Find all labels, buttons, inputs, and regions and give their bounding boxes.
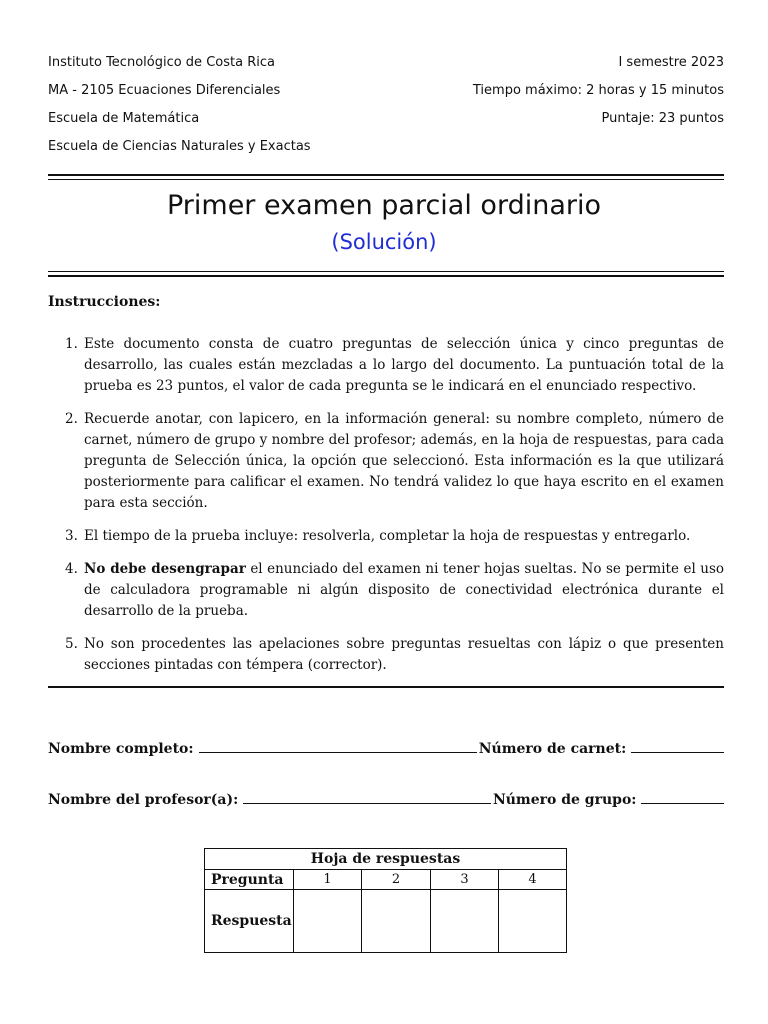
- top-rule-thick: [48, 174, 724, 176]
- answer-cell[interactable]: [499, 890, 567, 953]
- answer-row-label: Respuesta: [205, 890, 294, 953]
- title-rule-thin: [48, 271, 724, 272]
- top-rule-thin: [48, 179, 724, 180]
- student-info-row-2: [48, 789, 724, 808]
- group-label: Número de grupo:: [492, 792, 637, 808]
- instruction-text: No son procedentes las apelaciones sobre preguntas resueltas con lápiz o que presenten secciones pintadas con témpera (corrector).: [84, 636, 724, 673]
- instruction-text: Recuerde anotar, con lapicero, en la información general: su nombre completo, número de carnet, número de grupo y nombre del profesor; además, en la hoja de respuestas, para cada pregunta de Selección única, la opción que seleccionó. Esta información es la que utilizará posteriormente para calificar el examen. No tendrá validez lo que haya escrito en el examen para esta sección.: [84, 411, 724, 511]
- full-name-blank[interactable]: [199, 738, 477, 753]
- institution-name: Instituto Tecnológico de Costa Rica: [48, 55, 275, 70]
- instructions-heading: Instrucciones:: [48, 294, 161, 310]
- group-blank[interactable]: [641, 789, 724, 804]
- instruction-number: 3.: [65, 528, 78, 544]
- professor-label: Nombre del profesor(a):: [48, 792, 239, 808]
- instruction-text: El tiempo de la prueba incluye: resolverla, completar la hoja de respuestas y entregarlo.: [84, 528, 691, 544]
- section-divider: [48, 686, 724, 688]
- instruction-number: 1.: [65, 336, 78, 352]
- answer-cell[interactable]: [431, 890, 499, 953]
- question-number-cell: 3: [431, 870, 499, 890]
- question-row-label: Pregunta: [205, 870, 294, 890]
- instruction-text: el enunciado del examen ni tener hojas sueltas. No se permite el uso de calculadora programable ni algún disposito de conectividad electrónica durante el desarrollo de la prueba.: [84, 561, 724, 619]
- exam-title: Primer examen parcial ordinario: [166, 190, 601, 221]
- instruction-text: Este documento consta de cuatro preguntas de selección única y cinco preguntas de desarrollo, las cuales están mezcladas a lo largo del documento. La puntuación total de la prueba es 23 puntos, el valor de cada pregunta se le indicará en el enunciado respectivo.: [84, 336, 724, 394]
- instruction-number: 4.: [65, 561, 78, 577]
- instruction-emphasis: No debe desengrapar: [84, 561, 246, 577]
- answer-cell[interactable]: [362, 890, 431, 953]
- school-math: Escuela de Matemática: [48, 111, 200, 126]
- exam-subtitle: (Solución): [331, 230, 437, 254]
- instruction-item: [48, 559, 724, 622]
- header-left: [48, 49, 311, 161]
- course-name: MA - 2105 Ecuaciones Diferenciales: [48, 83, 281, 98]
- question-number-cell: 4: [499, 870, 567, 890]
- header-right: [473, 49, 724, 133]
- title-rule-thick: [48, 275, 724, 277]
- student-info-row-1: [48, 738, 724, 757]
- carnet-label: Número de carnet:: [478, 741, 627, 757]
- total-points: Puntaje: 23 puntos: [601, 111, 724, 126]
- professor-blank[interactable]: [243, 789, 491, 804]
- instruction-item: [48, 526, 724, 547]
- instruction-number: 5.: [65, 636, 78, 652]
- instructions-list: [48, 334, 724, 688]
- max-time: Tiempo máximo: 2 horas y 15 minutos: [472, 83, 724, 98]
- semester: I semestre 2023: [618, 55, 724, 70]
- instruction-item: [48, 334, 724, 397]
- carnet-blank[interactable]: [631, 738, 724, 753]
- instruction-item: [48, 409, 724, 514]
- full-name-label: Nombre completo:: [48, 741, 194, 757]
- school-sciences: Escuela de Ciencias Naturales y Exactas: [48, 139, 311, 154]
- instruction-number: 2.: [65, 411, 78, 427]
- answer-cell[interactable]: [294, 890, 362, 953]
- question-number-cell: 1: [294, 870, 362, 890]
- question-number-cell: 2: [362, 870, 431, 890]
- answer-sheet-table: [204, 848, 567, 953]
- answer-sheet-caption: Hoja de respuestas: [205, 849, 567, 870]
- instruction-item: [48, 634, 724, 676]
